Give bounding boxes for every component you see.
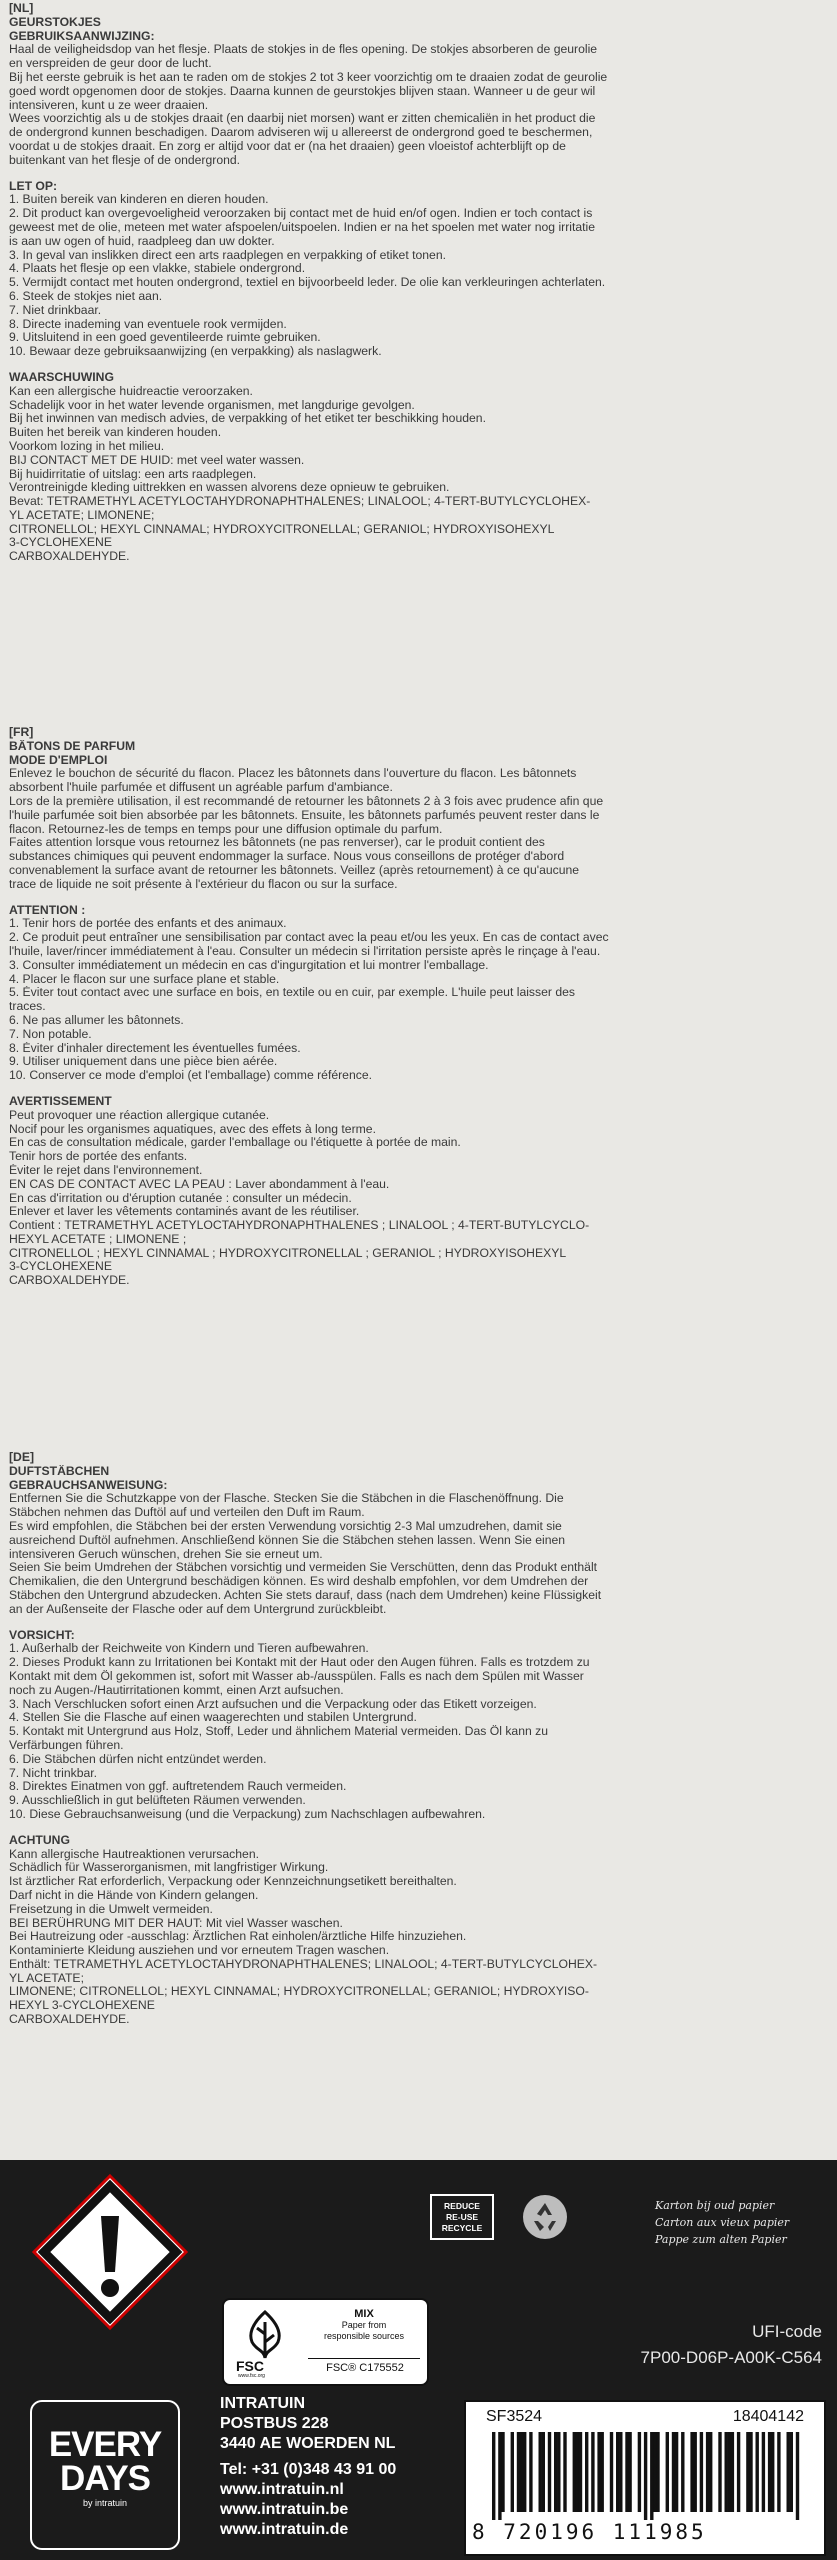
- nl-line: Bij huidirritatie of uitslag: een arts raadplegen.: [9, 467, 257, 481]
- barcode-bar: [619, 2432, 622, 2512]
- fr-line: Enlever et laver les vêtements contaminés avant de les réutiliser.: [9, 1205, 360, 1219]
- barcode-digits: 8 720196 111985: [472, 2520, 707, 2544]
- de-line: intensiveren Geruch wünschen, drehen Sie sie erneut um.: [9, 1547, 323, 1561]
- karton-nl: Karton bij oud papier: [655, 2199, 775, 2212]
- de-line: 4. Stellen Sie die Flasche auf einen waagerechten und stabilen Untergrund.: [9, 1711, 417, 1725]
- fr-line: BÂTONS DE PARFUM: [9, 739, 136, 753]
- barcode-bar: [573, 2432, 576, 2512]
- reuse-text: RE-USE: [445, 2212, 479, 2222]
- barcode-bar: [681, 2432, 684, 2512]
- de-line: Entfernen Sie die Schutzkappe von der Flasche. Stecken Sie die Stäbchen in die Flaschenöffnung. Die: [9, 1492, 564, 1506]
- fr-line: convenablement la surface avant de retourner les bâtonnets. Veillez (après retournement) à ce qu'aucune: [9, 863, 580, 877]
- nl-line: geweest met de olie, meteen met water afspoelen/uitspoelen. Indien er na het spoelen met water nog irritatie: [9, 220, 596, 234]
- de-line: ausreichend Duftöl aufnehmen. Anschließend können Sie die Stäbchen stehen lassen. Wenn Sie einen: [9, 1533, 566, 1547]
- de-line: 3. Nach Verschlucken sofort einen Arzt aufsuchen und die Verpackung oder das Etikett vorzeigen.: [9, 1697, 537, 1711]
- de-line: ACHTUNG: [9, 1833, 70, 1847]
- barcode-bar: [511, 2432, 514, 2512]
- barcode-bar: [542, 2432, 545, 2512]
- nl-line: Wees voorzichtig als u de stokjes draait (en daarbij niet morsen) want er zitten chemicaliën in het product die: [9, 112, 596, 126]
- de-line: 6. Die Stäbchen dürfen nicht entzündet werden.: [9, 1752, 267, 1766]
- nl-line: Bij het eerste gebruik is het aan te raden om de stokjes 2 tot 3 keer voorzichtig om te draaien zodat de geurolie: [9, 70, 608, 84]
- barcode-bar: [576, 2432, 579, 2512]
- fr-line: traces.: [9, 1000, 46, 1014]
- nl-line: [NL]: [9, 2, 34, 15]
- de-line: Chemikalien, die den Untergrund beschädigen können. Es wird deshalb empfohlen, vor dem Umdrehen der: [9, 1575, 589, 1589]
- de-line: Kann allergische Hautreaktionen verursachen.: [9, 1847, 259, 1861]
- de-line: Darf nicht in die Hände von Kindern gelangen.: [9, 1888, 259, 1902]
- nl-line: Bij het inwinnen van medisch advies, de verpakking of het etiket ter beschikking houden.: [9, 412, 486, 426]
- fr-line: En cas de consultation médicale, garder l'emballage ou l'étiquette à portée de main.: [9, 1136, 461, 1150]
- website-be: www.intratuin.be: [220, 2501, 349, 2518]
- de-line: Seien Sie beim Umdrehen der Stäbchen vorsichtig und vermeiden Sie Verschütten, denn das Produkt enthält: [9, 1561, 598, 1575]
- karton-fr: Carton aux vieux papier: [655, 2216, 790, 2229]
- de-line: Kontaminierte Kleidung ausziehen und vor erneutem Tragen waschen.: [9, 1944, 390, 1958]
- nl-line: en verspreiden de geur door de lucht.: [9, 57, 212, 71]
- dutch-section: [9, 2, 827, 564]
- barcode-bar: [653, 2432, 656, 2512]
- de-line: Es wird empfohlen, die Stäbchen bei der ersten Verwendung vorsichtig 2-3 Mal umzudrehen, damit sie: [9, 1519, 562, 1533]
- barcode-bar: [501, 2432, 504, 2512]
- nl-line: 9. Uitsluitend in een goed geventileerde ruimte gebruiken.: [9, 331, 321, 345]
- barcode-bar: [548, 2432, 551, 2512]
- barcode-bar: [675, 2432, 678, 2512]
- barcode-bar: [523, 2432, 526, 2512]
- de-line: 8. Direktes Einatmen von ggf. auftretendem Rauch vermeiden.: [9, 1780, 347, 1794]
- nl-line: LET OP:: [9, 179, 58, 193]
- fr-line: Contient : TETRAMETHYL ACETYLOCTAHYDRONAPHTHALENES ; LINALOOL ; 4-TERT-BUTYLCYCLO-: [9, 1219, 590, 1233]
- fr-line: ATTENTION :: [9, 903, 86, 917]
- barcode-bar: [638, 2432, 641, 2512]
- fsc-responsible: responsible sources: [323, 2331, 405, 2341]
- barcode-bar: [746, 2432, 749, 2512]
- fr-line: 8. Éviter d'inhaler directement les éventuelles fumées.: [9, 1041, 301, 1055]
- de-line: an der Außenseite der Flasche oder auf dem Untergrund zurückbleibt.: [9, 1602, 387, 1616]
- barcode-bar: [492, 2432, 495, 2520]
- nl-line: GEBRUIKSAANWIJZING:: [9, 29, 155, 43]
- ufi-label: UFI-code: [752, 2322, 822, 2341]
- de-line: VORSICHT:: [9, 1628, 75, 1642]
- fr-line: Faites attention lorsque vous retournez les bâtonnets (ne pas renverser), car le produit contient des: [9, 836, 545, 850]
- nl-line: CITRONELLOL; HEXYL CINNAMAL; HYDROXYCITRONELLAL; GERANIOL; HYDROXYISOHEXYL: [9, 522, 555, 536]
- everydays-logo: EVERY DAYS by intratuin: [30, 2400, 180, 2550]
- fr-line: Nocif pour les organismes aquatiques, avec des effets à long terme.: [9, 1122, 376, 1136]
- barcode-bar: [756, 2432, 759, 2512]
- fr-line: [FR]: [9, 726, 34, 739]
- nl-line: GEURSTOKJES: [9, 15, 101, 29]
- fr-line: Tenir hors de portée des enfants.: [9, 1150, 188, 1164]
- fr-line: 3. Consulter immédiatement un médecin en cas d'ingurgitation et lui montrer l'emballage.: [9, 958, 489, 972]
- barcode-bar: [706, 2432, 709, 2512]
- address-phone: Tel: +31 (0)348 43 91 00: [220, 2461, 397, 2478]
- fr-line: 1. Tenir hors de portée des enfants et des animaux.: [9, 917, 287, 931]
- address-block: [220, 2394, 396, 2540]
- paper-recycling-text: [655, 2197, 789, 2248]
- de-line: LIMONENE; CITRONELLOL; HEXYL CINNAMAL; HYDROXYCITRONELLAL; GERANIOL; HYDROXYISO-: [9, 1985, 589, 1999]
- de-line: noch zu Augen-/Hautirritationen kommt, einen Arzt aufsuchen.: [9, 1683, 344, 1697]
- fsc-site: www.fsc.org: [238, 2373, 265, 2379]
- recycle-badge: [430, 2194, 630, 2240]
- de-line: Schädlich für Wasserorganismen, mit langfristiger Wirkung.: [9, 1861, 329, 1875]
- nl-line: BIJ CONTACT MET DE HUID: met veel water wassen.: [9, 453, 305, 467]
- barcode-bar: [718, 2432, 721, 2512]
- fr-line: En cas d'irritation ou d'éruption cutanée : consulter un médecin.: [9, 1191, 352, 1205]
- fr-line: MODE D'EMPLOI: [9, 753, 108, 767]
- nl-line: intensiveren, kunt u ze weer draaien.: [9, 98, 209, 112]
- fr-line: 6. Ne pas allumer les bâtonnets.: [9, 1013, 184, 1027]
- fr-line: Éviter le rejet dans l'environnement.: [9, 1163, 203, 1177]
- fr-line: l'huile parfumée soit bien absorbée par les bâtonnets. Ensuite, les bâtonnets parfumés peuvent rester dans le: [9, 808, 600, 822]
- barcode-bar: [628, 2432, 631, 2512]
- barcode-bar: [690, 2432, 693, 2512]
- nl-line: Voorkom lozing in het milieu.: [9, 439, 165, 453]
- de-line: 7. Nicht trinkbar.: [9, 1766, 98, 1780]
- barcode-bar: [790, 2432, 793, 2512]
- de-line: Stäbchen nehmen das Duftöl auf und verteilen den Duft im Raum.: [9, 1506, 365, 1520]
- french-section: [9, 726, 827, 1288]
- nl-line: 5. Vermijdt contact met houten ondergrond, textiel en bijvoorbeeld leder. De olie kan verkleuringen achterlaten.: [9, 276, 606, 290]
- barcode-bar: [601, 2432, 604, 2512]
- de-line: Bei Hautreizung oder -ausschlag: Ärztlichen Rat einholen/ärztliche Hilfe hinzuziehen.: [9, 1930, 467, 1944]
- nl-line: Verontreinigde kleding uittrekken en wassen alvorens deze opnieuw te gebruiken.: [9, 481, 450, 495]
- de-line: BEI BERÜHRUNG MIT DER HAUT: Mit viel Wasser waschen.: [9, 1916, 343, 1930]
- karton-de: Pappe zum alten Papier: [655, 2233, 787, 2246]
- nl-line: 8. Directe inademing van eventuele rook vermijden.: [9, 317, 287, 331]
- fr-line: 7. Non potable.: [9, 1027, 92, 1041]
- barcode-bar: [762, 2432, 765, 2512]
- fr-line: CITRONELLOL ; HEXYL CINNAMAL ; HYDROXYCITRONELLAL ; GERANIOL ; HYDROXYISOHEXYL: [9, 1246, 567, 1260]
- barcode-bar: [585, 2432, 588, 2512]
- barcode-bar: [771, 2432, 774, 2512]
- barcode-bar: [787, 2432, 790, 2512]
- barcode-bar: [666, 2432, 669, 2512]
- barcode-bar: [731, 2432, 734, 2512]
- fr-line: 3-CYCLOHEXENE: [9, 1260, 112, 1274]
- barcode-bar: [709, 2432, 712, 2512]
- barcode-bar: [520, 2432, 523, 2512]
- barcode-bar: [650, 2432, 653, 2520]
- barcode-bar: [529, 2432, 532, 2512]
- barcode-bar: [517, 2432, 520, 2512]
- de-line: Verfärbungen führen.: [9, 1738, 124, 1752]
- fr-line: flacon. Retournez-les de temps en temps pour une diffusion optimale du parfum.: [9, 822, 443, 836]
- fsc-mix: MIX: [354, 2308, 374, 2320]
- fr-line: Peut provoquer une réaction allergique cutanée.: [9, 1108, 270, 1122]
- barcode-bar: [777, 2432, 780, 2512]
- nl-line: Kan een allergische huidreactie veroorzaken.: [9, 384, 253, 398]
- fr-line: HEXYL ACETATE ; LIMONENE ;: [9, 1232, 187, 1246]
- barcode-bar: [737, 2432, 740, 2512]
- de-line: YL ACETATE;: [9, 1971, 84, 1985]
- de-line: 5. Kontakt mit Untergrund aus Holz, Stoff, Leder und ähnlichem Material vermeiden. Das Öl kann zu: [9, 1725, 549, 1739]
- barcode-bar: [656, 2432, 659, 2512]
- de-line: HEXYL 3-CYCLOHEXENE: [9, 1999, 155, 2013]
- barcode-bar: [610, 2432, 613, 2512]
- fr-line: 2. Ce produit peut entraîner une sensibilisation par contact avec la peau et/ou les yeux. En cas de contact avec: [9, 931, 609, 945]
- fsc-brand: FSC: [236, 2358, 264, 2374]
- nl-line: Haal de veiligheidsdop van het flesje. Plaats de stokjes in de fles opening. De stokjes absorberen de geurolie: [9, 43, 598, 57]
- barcode-bar: [563, 2432, 566, 2512]
- de-line: 1. Außerhalb der Reichweite von Kindern und Tieren aufbewahren.: [9, 1642, 369, 1656]
- fr-line: 9. Utiliser uniquement dans une pièce bien aérée.: [9, 1055, 278, 1069]
- nl-line: 1. Buiten bereik van kinderen en dieren houden.: [9, 193, 269, 207]
- nl-line: 3. In geval van inslikken direct een arts raadplegen en verpakking of etiket tonen.: [9, 248, 446, 262]
- nl-line: Schadelijk voor in het water levende organismen, met langdurige gevolgen.: [9, 398, 415, 412]
- fr-line: Enlevez le bouchon de sécurité du flacon. Placez les bâtonnets dans l'ouverture du flacon. Les bâtonnets: [9, 767, 577, 781]
- nl-line: goed wordt opgenomen door de stokjes. Daarna kunnen de geurstokjes blijven staan. Wanneer u de geur wil: [9, 84, 596, 98]
- nl-line: Buiten het bereik van kinderen houden.: [9, 426, 222, 440]
- nl-line: 10. Bewaar deze gebruiksaanwijzing (en verpakking) als naslagwerk.: [9, 345, 382, 359]
- de-line: Ist ärztlicher Rat erforderlich, Verpackung oder Kennzeichnungsetikett bereithalten.: [9, 1875, 457, 1889]
- de-line: Kontakt mit dem Öl gekommen ist, sofort mit Wasser ab-/ausspülen. Falls es nach dem Spülen mit Wasser: [9, 1669, 584, 1683]
- barcode-bar: [728, 2432, 731, 2512]
- nl-line: 3-CYCLOHEXENE: [9, 536, 112, 550]
- de-line: Freisetzung in die Umwelt vermeiden.: [9, 1902, 213, 1916]
- nl-line: YL ACETATE; LIMONENE;: [9, 508, 155, 522]
- nl-line: Bevat: TETRAMETHYL ACETYLOCTAHYDRONAPHTHALENES; LINALOOL; 4-TERT-BUTYLCYCLOHEX-: [9, 495, 591, 509]
- ufi-block: [590, 2322, 822, 2368]
- reduce-text: REDUCE: [444, 2201, 480, 2211]
- barcode-bar: [796, 2432, 799, 2520]
- german-section: [9, 1451, 827, 2027]
- de-line: 2. Dieses Produkt kann zu Irritationen bei Kontakt mit der Haut oder den Augen führen. Falls es trotzdem zu: [9, 1656, 590, 1670]
- nl-line: WAARSCHUWING: [9, 370, 114, 384]
- nl-line: de ondergrond kunnen beschadigen. Daarom adviseren wij u allereerst de ondergrond goed te beschermen,: [9, 126, 593, 140]
- nl-line: 2. Dit product kan overgevoeligheid veroorzaken bij contact met de huid en/of ogen. Indien er toch contact is: [9, 207, 593, 221]
- barcode-label: [464, 2400, 826, 2556]
- barcode-bar: [694, 2432, 697, 2512]
- de-line: GEBRAUCHSANWEISUNG:: [9, 1478, 168, 1492]
- barcode-bar: [672, 2432, 675, 2512]
- nl-line: is aan uw ogen of huid, raadpleeg dan uw dokter.: [9, 234, 275, 248]
- de-line: Enthält: TETRAMETHYL ACETYLOCTAHYDRONAPHTHALENES; LINALOOL; 4-TERT-BUTYLCYCLOHEX-: [9, 1957, 598, 1971]
- fr-line: l'huile, laver/rincer immédiatement à l'eau. Consulter un médecin si l'irritation persiste après le rinçage à l'eau.: [9, 944, 601, 958]
- barcode-bar: [644, 2432, 647, 2520]
- de-line: DUFTSTÄBCHEN: [9, 1464, 110, 1478]
- fr-line: substances chimiques qui peuvent endommager la surface. Nous vous conseillons de protéger d'abord: [9, 850, 565, 864]
- fsc-label: [222, 2298, 429, 2386]
- fr-line: CARBOXALDEHYDE.: [9, 1274, 130, 1288]
- nl-line: 4. Plaats het flesje op een vlakke, stabiele ondergrond.: [9, 262, 306, 276]
- barcode-bar: [616, 2432, 619, 2512]
- de-line: 9. Ausschließlich in gut belüfteten Räumen verwenden.: [9, 1794, 306, 1808]
- ufi-code: 7P00-D06P-A00K-C564: [640, 2348, 822, 2367]
- sku: SF3524: [486, 2408, 543, 2425]
- address-company: INTRATUIN: [220, 2395, 306, 2412]
- ghs-exclamation-icon: [30, 2172, 190, 2332]
- item-number: 18404142: [732, 2408, 804, 2425]
- fsc-paper-from: Paper from: [341, 2320, 387, 2330]
- fr-line: Lors de la première utilisation, il est recommandé de retourner les bâtonnets 2 à 3 fois avec prudence afin que: [9, 794, 604, 808]
- fr-line: absorbent l'huile parfumée et diffusent un agréable parfum d'ambiance.: [9, 781, 393, 795]
- barcode-bar: [768, 2432, 771, 2512]
- barcode-bar: [591, 2432, 594, 2512]
- address-city: 3440 AE WOERDEN NL: [220, 2435, 396, 2452]
- fr-line: trace de liquide ne soit présente à l'extérieur du flacon ou sur la surface.: [9, 877, 398, 891]
- barcode-bar: [557, 2432, 560, 2512]
- barcode-bar: [749, 2432, 752, 2512]
- fr-line: 4. Placer le flacon sur une surface plane et stable.: [9, 972, 280, 986]
- de-line: Stäbchen den Untergrund abzudecken. Achten Sie stets darauf, dass (nach dem Umdrehen) keine Flüssigkeit: [9, 1588, 602, 1602]
- de-line: [DE]: [9, 1451, 35, 1464]
- nl-line: CARBOXALDEHYDE.: [9, 550, 130, 564]
- barcode-bar: [597, 2432, 600, 2512]
- fr-line: 10. Conserver ce mode d'emploi (et l'emballage) comme référence.: [9, 1069, 372, 1083]
- nl-line: voordat u de stokjes draait. En zorg er altijd voor dat er (na het draaien) geen vloeistof achterblijft op de: [9, 139, 566, 153]
- barcode-bar: [539, 2432, 542, 2512]
- fr-line: EN CAS DE CONTACT AVEC LA PEAU : Laver abondamment à l'eau.: [9, 1177, 390, 1191]
- barcode-bar: [625, 2432, 628, 2512]
- barcode: [492, 2432, 802, 2520]
- barcode-bar: [498, 2432, 501, 2520]
- barcode-bar: [579, 2432, 582, 2512]
- nl-line: buitenkant van het flesje of de ondergrond.: [9, 153, 241, 167]
- fr-line: AVERTISSEMENT: [9, 1094, 112, 1108]
- fsc-code: FSC® C175552: [326, 2362, 404, 2374]
- barcode-bar: [725, 2432, 728, 2512]
- nl-line: 6. Steek de stokjes niet aan.: [9, 289, 163, 303]
- barcode-bar: [554, 2432, 557, 2512]
- de-line: 10. Diese Gebrauchsanweisung (und die Verpackung) zum Nachschlagen aufbewahren.: [9, 1807, 486, 1821]
- website-de: www.intratuin.de: [220, 2521, 349, 2538]
- barcode-bar: [700, 2432, 703, 2512]
- address-postbus: POSTBUS 228: [220, 2415, 329, 2432]
- fr-line: 5. Éviter tout contact avec une surface en bois, en textile ou en cuir, par exemple. L'huile peut laisser des: [9, 986, 575, 1000]
- recycle-text: RECYCLE: [441, 2223, 483, 2233]
- recycle-icon: [522, 2194, 568, 2240]
- de-line: CARBOXALDEHYDE.: [9, 2013, 130, 2027]
- website-nl: www.intratuin.nl: [220, 2481, 344, 2498]
- nl-line: 7. Niet drinkbaar.: [9, 303, 102, 317]
